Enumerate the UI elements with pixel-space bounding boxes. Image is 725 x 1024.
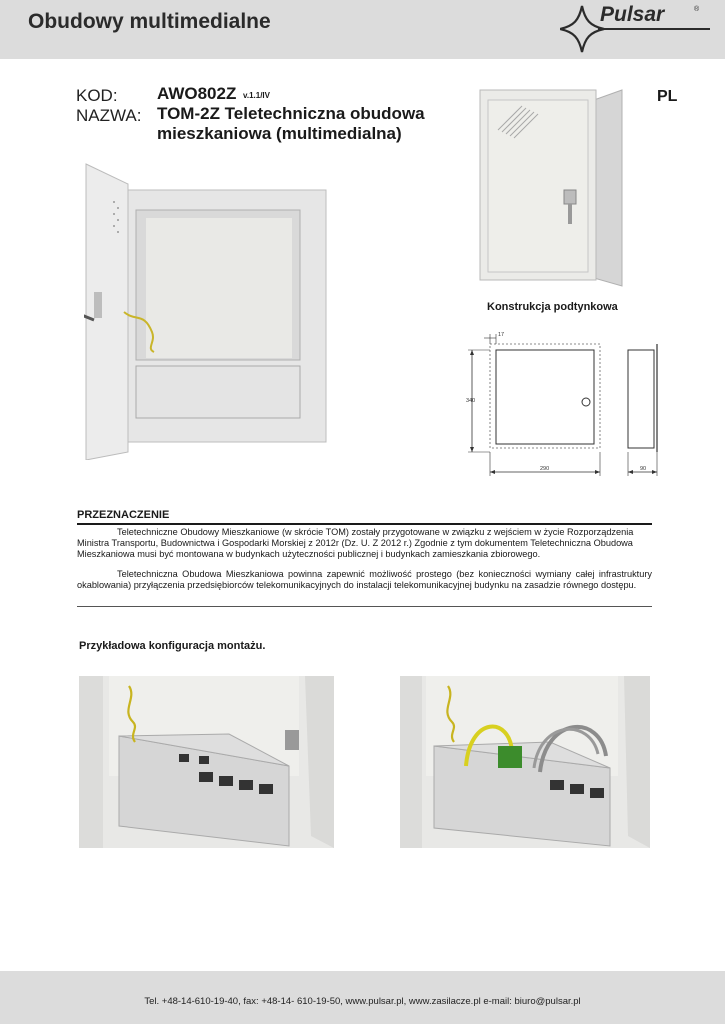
product-version: v.1.1/IV <box>243 91 270 100</box>
footer-contact: Tel. +48-14-610-19-40, fax: +48-14- 610-19-50, www.pulsar.pl, www.zasilacze.pl e-mail: biuro@pulsar.pl <box>144 996 581 1007</box>
code-label: KOD: <box>76 86 118 105</box>
product-name: TOM-2Z Teletechniczna obudowa mieszkaniowa (multimedialna) <box>157 104 425 143</box>
dim-width-label: 290 <box>540 466 550 472</box>
logo-registered-mark: ® <box>694 6 700 13</box>
logo-text: Pulsar <box>600 3 665 26</box>
section-divider <box>77 606 652 607</box>
purpose-title: PRZEZNACZENIE <box>77 509 170 521</box>
purpose-paragraph-1: Teletechniczne Obudowy Mieszkaniowe (w skrócie TOM) zostały przygotowane w związku z wejściem w życie Rozporządzenia Ministra Transportu, Budownictwa i Gospodarki Morskiej z 2012r (Dz. U. Z 2012 r.) Zgodnie z tym dokumentem Teletechniczna Obudowa Mieszkaniowa musi być montowana w budynkach użyteczności publicznej i budynkach zamieszkania zbiorowego. <box>77 527 634 559</box>
enclosure-open-photo <box>84 162 330 460</box>
purpose-divider <box>77 523 652 525</box>
enclosure-flush-photo <box>476 86 624 290</box>
construction-title: Konstrukcja podtynkowa <box>487 301 618 313</box>
dim-flange-label: 17 <box>498 332 505 338</box>
dim-height-label: 340 <box>466 398 476 404</box>
language-code: PL <box>657 88 678 105</box>
config-photo-empty <box>79 676 334 848</box>
dimension-drawing <box>460 326 670 486</box>
dim-depth-label: 90 <box>640 466 647 472</box>
config-title: Przykładowa konfiguracja montażu. <box>79 640 266 652</box>
name-label: NAZWA: <box>76 106 142 125</box>
header-title: Obudowy multimedialne <box>28 10 271 33</box>
config-photo-equipped <box>400 676 650 848</box>
purpose-paragraph-2: Teletechniczna Obudowa Mieszkaniowa powinna zapewnić możliwość prostego (bez konieczności wymiany całej infrastruktury okablowania) przyłączenia przedsiębiorców telekomunikacyjnych do instalacji telekomunikacyjnej budynku na zasadzie równego dostępu. <box>77 569 652 590</box>
product-code: AWO802Z <box>157 84 237 103</box>
